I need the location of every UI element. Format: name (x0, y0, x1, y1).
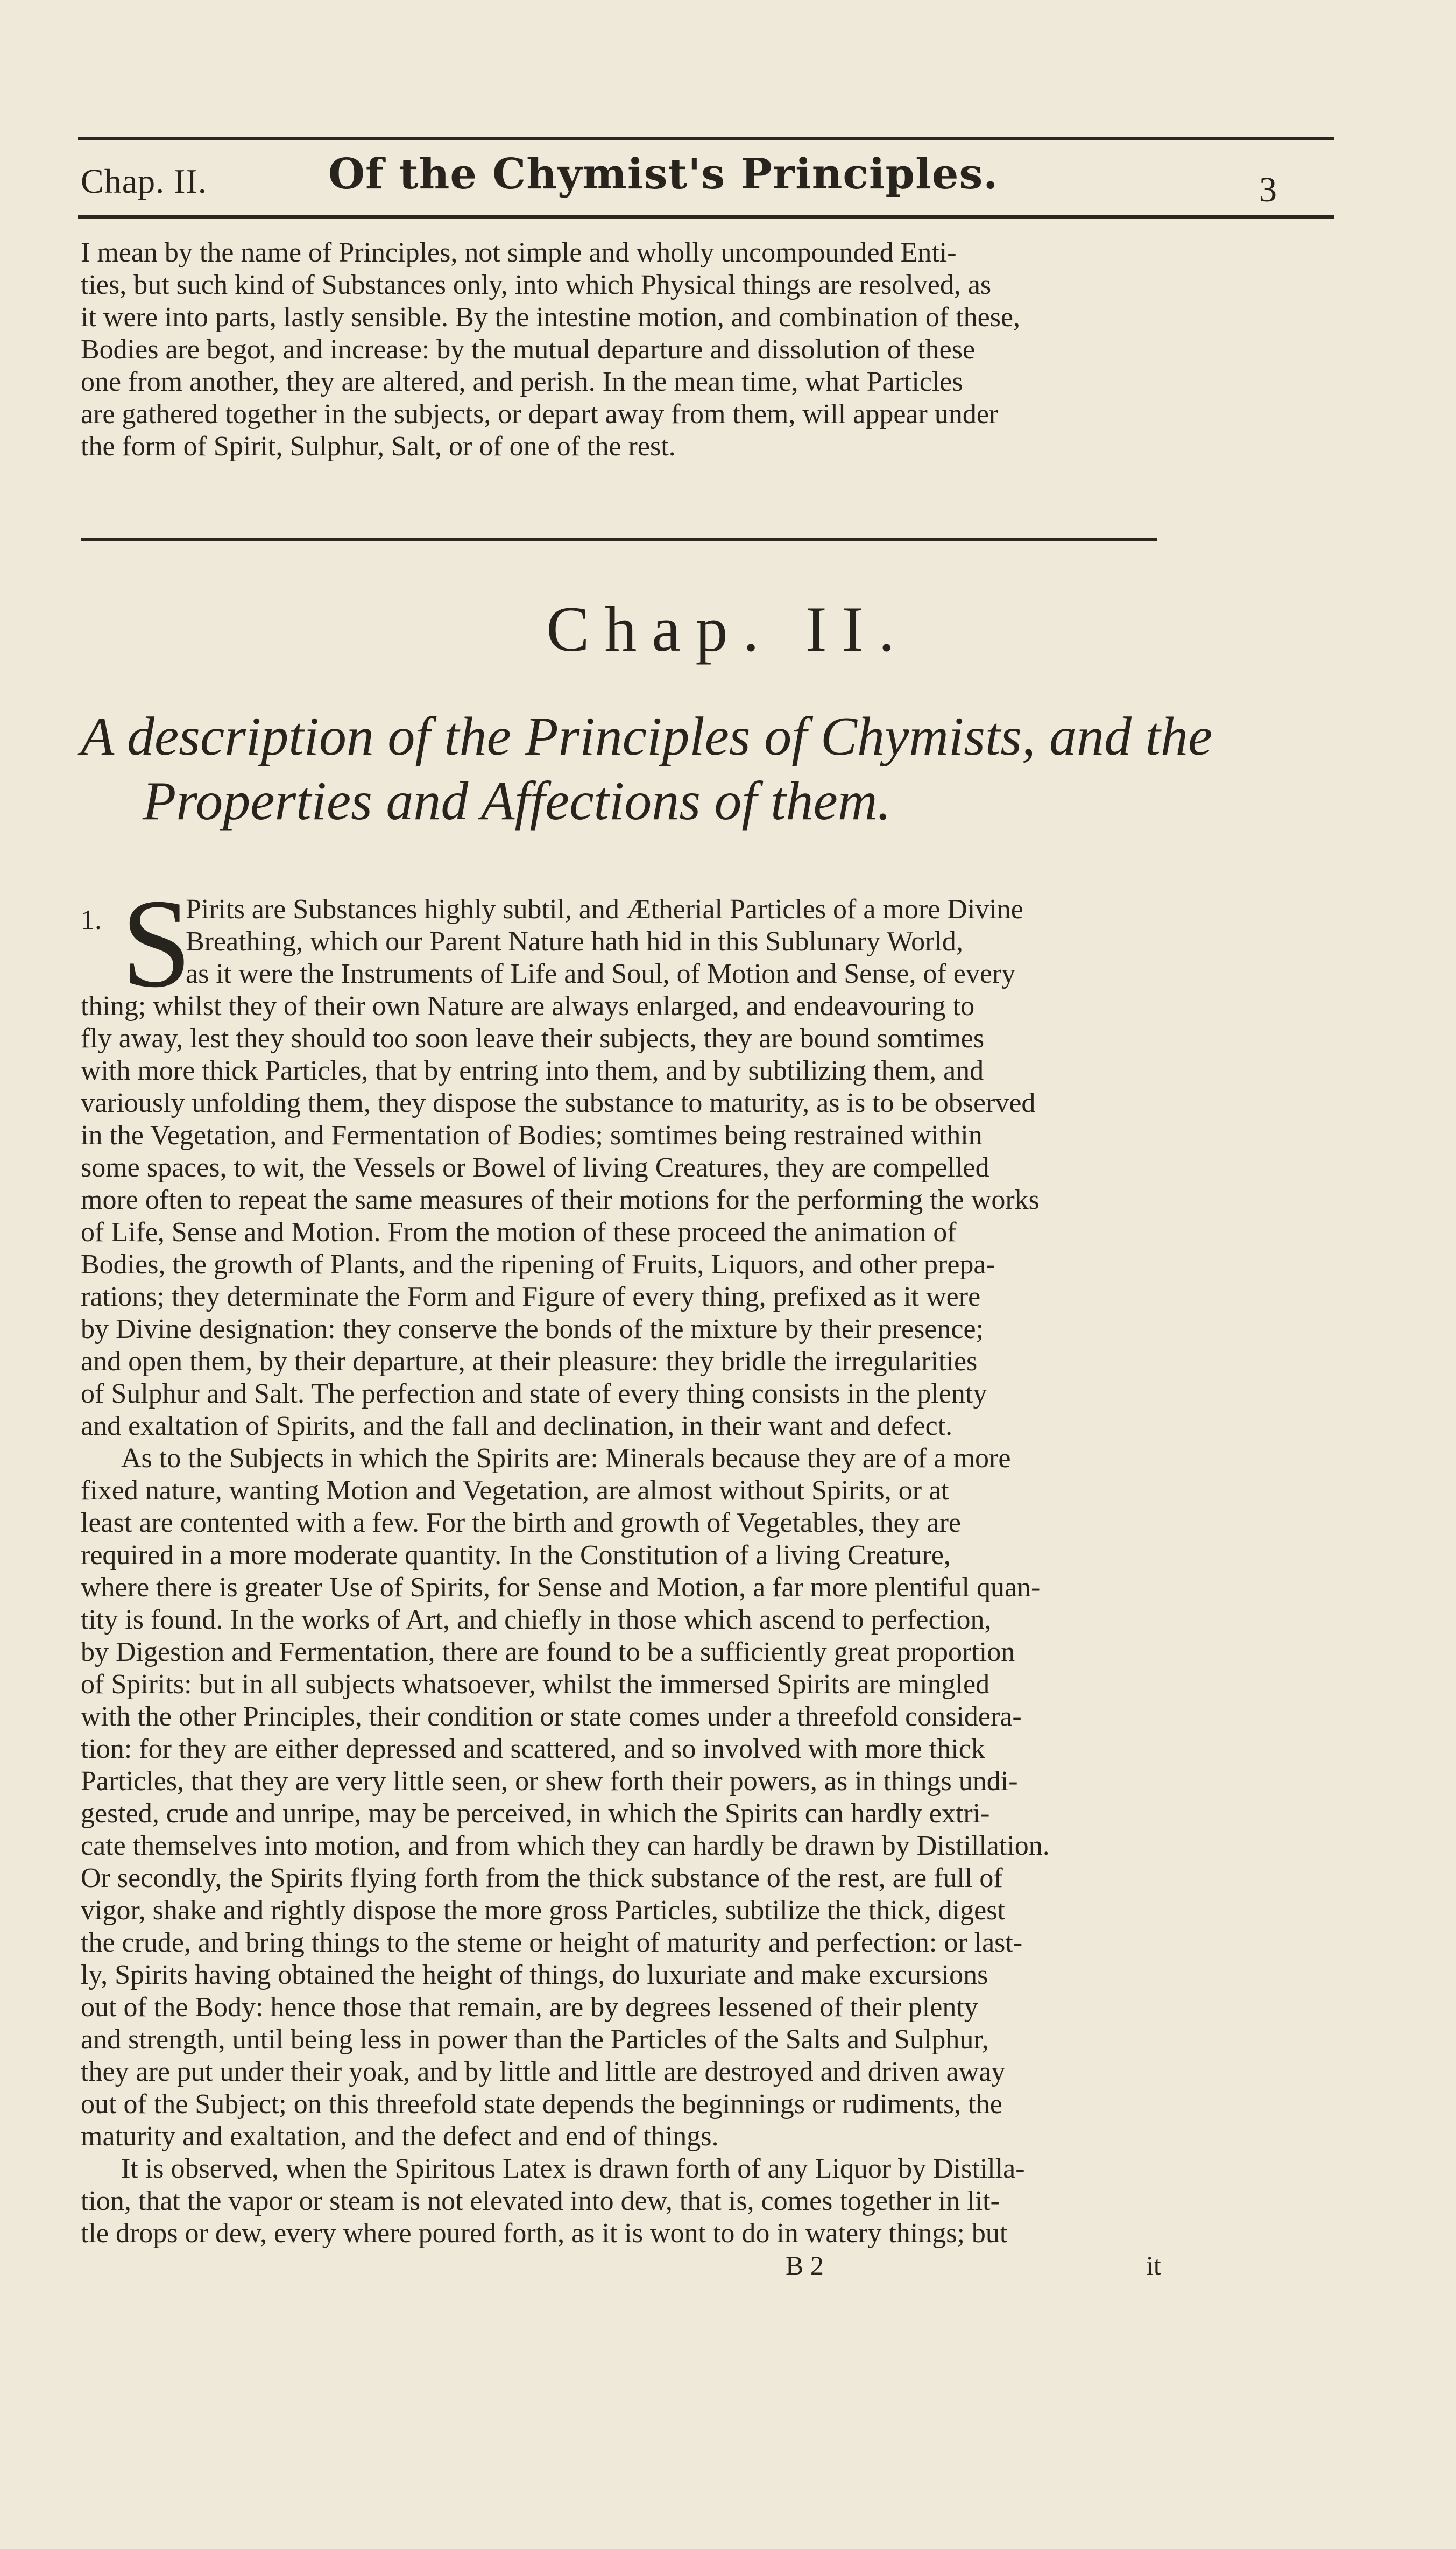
text-line: gested, crude and unripe, may be perceived, in which the Spirits can hardly extri- (81, 1798, 990, 1829)
text-line: and exaltation of Spirits, and the fall and declination, in their want and defect. (81, 1411, 953, 1441)
text-line: Or secondly, the Spirits flying forth from the thick substance of the rest, are full of (81, 1863, 1003, 1893)
text-line: with the other Principles, their condition or state comes under a threefold considera- (81, 1701, 1022, 1732)
text-line: vigor, shake and rightly dispose the more gross Particles, subtilize the thick, digest (81, 1895, 1005, 1926)
text-line: I mean by the name of Principles, not simple and wholly uncompounded Enti- (81, 237, 957, 268)
text-line: by Divine designation: they conserve the bonds of the mixture by their presence; (81, 1314, 984, 1344)
text-line: required in a more moderate quantity. In the Constitution of a living Creature, (81, 1540, 951, 1571)
text-line: Pirits are Substances highly subtil, and Ætherial Particles of a more Divine (186, 894, 1023, 925)
text-line: by Digestion and Fermentation, there are found to be a sufficiently great proportion (81, 1637, 1015, 1667)
chapter-subtitle-line-2: Properties and Affections of them. (143, 771, 891, 832)
text-line: As to the Subjects in which the Spirits are: Minerals because they are of a more (121, 1443, 1011, 1474)
text-line: where there is greater Use of Spirits, for Sense and Motion, a far more plentiful quan- (81, 1572, 1041, 1603)
text-line: Bodies are begot, and increase: by the mutual departure and dissolution of these (81, 334, 976, 365)
text-line: more often to repeat the same measures of their motions for the performing the works (81, 1185, 1040, 1215)
text-line: in the Vegetation, and Fermentation of Bodies; somtimes being restrained within (81, 1120, 983, 1151)
text-line: out of the Body: hence those that remain, are by degrees lessened of their plenty (81, 1992, 978, 2023)
text-line: least are contented with a few. For the birth and growth of Vegetables, they are (81, 1508, 961, 1538)
text-line: and strength, until being less in power than the Particles of the Salts and Sulphur, (81, 2024, 989, 2055)
running-head-title: Of the Chymist's Principles. (328, 150, 999, 199)
page-number: 3 (1259, 170, 1277, 209)
text-line: fixed nature, wanting Motion and Vegetation, are almost without Spirits, or at (81, 1475, 949, 1506)
text-line: as it were the Instruments of Life and Soul, of Motion and Sense, of every (186, 959, 1016, 989)
text-line: out of the Subject; on this threefold state depends the beginnings or rudiments, the (81, 2089, 1002, 2120)
text-line: are gathered together in the subjects, or depart away from them, will appear under (81, 399, 999, 429)
drop-cap: S (121, 874, 192, 1014)
text-line: tion: for they are either depressed and scattered, and so involved with more thick (81, 1734, 985, 1764)
text-line: It is observed, when the Spiritous Latex is drawn forth of any Liquor by Distilla- (121, 2153, 1025, 2184)
text-line: of Life, Sense and Motion. From the motion of these proceed the animation of (81, 1217, 957, 1248)
text-line: tion, that the vapor or steam is not elevated into dew, that is, comes together in lit- (81, 2186, 1000, 2216)
catchword: it (1146, 2250, 1161, 2280)
text-line: maturity and exaltation, and the defect and end of things. (81, 2121, 719, 2152)
running-head-chapter: Chap. II. (81, 162, 207, 200)
text-line: fly away, lest they should too soon leave their subjects, they are bound somtimes (81, 1023, 985, 1054)
text-line: the crude, and bring things to the steme or height of maturity and perfection: or last- (81, 1927, 1023, 1958)
section-divider-rule (81, 538, 1157, 541)
text-line: tity is found. In the works of Art, and chiefly in those which ascend to perfection, (81, 1604, 992, 1635)
header-top-rule (78, 137, 1334, 140)
text-line: and open them, by their departure, at their pleasure: they bridle the irregularities (81, 1346, 978, 1377)
text-line: tle drops or dew, every where poured forth, as it is wont to do in watery things; but (81, 2218, 1008, 2249)
text-line: rations; they determinate the Form and Figure of every thing, prefixed as it were (81, 1281, 981, 1312)
chapter-subtitle-line-1: A description of the Principles of Chymists, and the (81, 706, 1213, 767)
text-line: cate themselves into motion, and from which they can hardly be drawn by Distillation. (81, 1830, 1050, 1861)
text-line: ly, Spirits having obtained the height of things, do luxuriate and make excursions (81, 1960, 988, 1990)
text-line: some spaces, to wit, the Vessels or Bowel of living Creatures, they are compelled (81, 1152, 989, 1183)
text-line: one from another, they are altered, and perish. In the mean time, what Particles (81, 367, 963, 397)
text-line: Breathing, which our Parent Nature hath hid in this Sublunary World, (186, 926, 963, 957)
text-line: thing; whilst they of their own Nature are always enlarged, and endeavouring to (81, 991, 975, 1022)
text-line: of Sulphur and Salt. The perfection and state of every thing consists in the plenty (81, 1378, 987, 1409)
text-line: of Spirits: but in all subjects whatsoever, whilst the immersed Spirits are mingled (81, 1669, 990, 1700)
text-line: ties, but such kind of Substances only, into which Physical things are resolved, as (81, 270, 992, 300)
header-bottom-rule (78, 215, 1334, 219)
text-line: Bodies, the growth of Plants, and the ripening of Fruits, Liquors, and other prepa- (81, 1249, 995, 1280)
chapter-heading: Chap. II. (546, 593, 910, 665)
text-line: with more thick Particles, that by entring into them, and by subtilizing them, and (81, 1055, 984, 1086)
text-line: it were into parts, lastly sensible. By the intestine motion, and combination of these, (81, 302, 1021, 333)
signature-mark: B 2 (786, 2250, 824, 2280)
section-number: 1. (81, 905, 102, 935)
text-line: variously unfolding them, they dispose the substance to maturity, as is to be observed (81, 1088, 1036, 1118)
text-line: Particles, that they are very little seen, or shew forth their powers, as in things undi- (81, 1766, 1018, 1797)
text-line: they are put under their yoak, and by little and little are destroyed and driven away (81, 2057, 1006, 2087)
text-line: the form of Spirit, Sulphur, Salt, or of one of the rest. (81, 431, 676, 462)
